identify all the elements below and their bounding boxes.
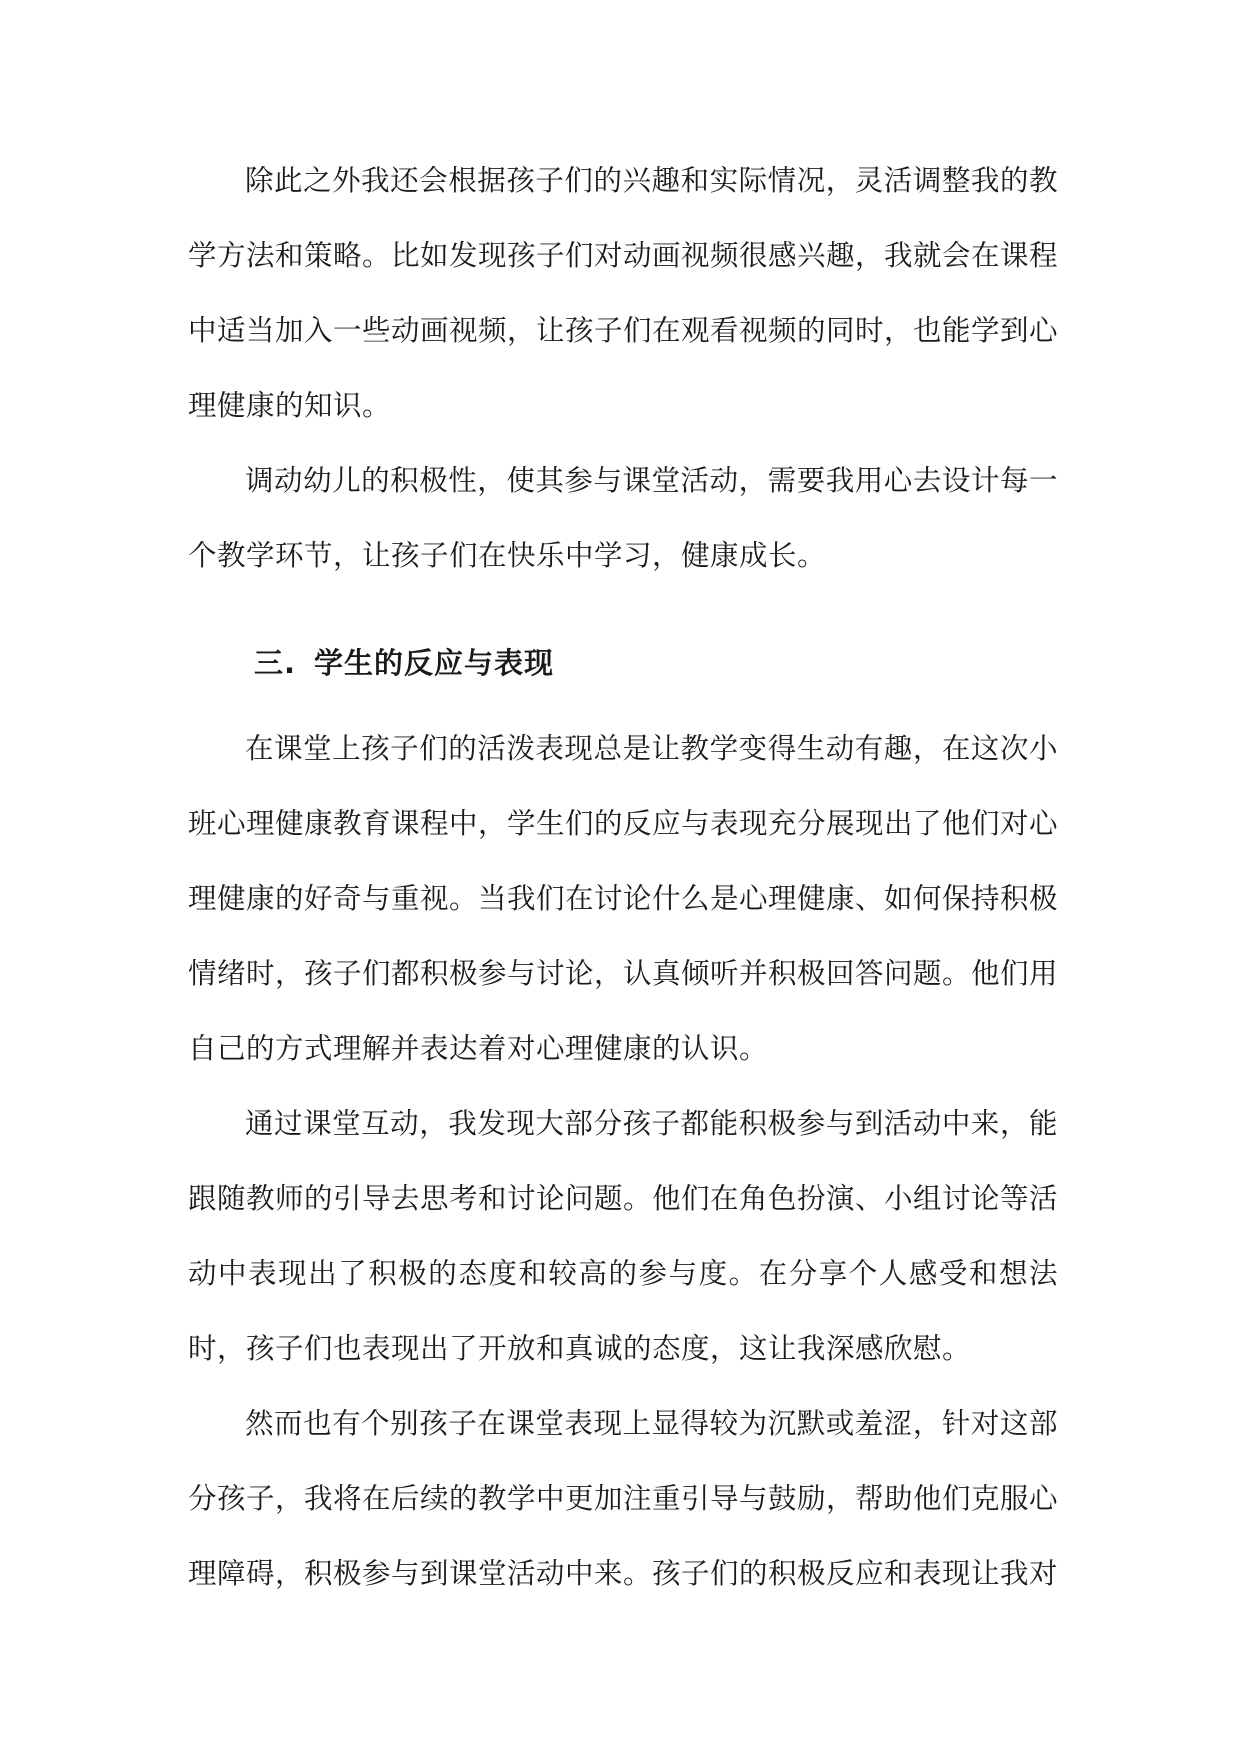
section-number: 三. [254, 646, 297, 680]
paragraph-student-reactions: 在课堂上孩子们的活泼表现总是让教学变得生动有趣，在这次小班心理健康教育课程中，学生们的反应与表现充分展现出了他们对心理健康的好奇与重视。当我们在讨论什么是心理健康、如何保持积极情绪时，孩子们都积极参与讨论，认真倾听并积极回答问题。他们用自己的方式理解并表达着对心理健康的认识。 [188, 732, 1059, 1065]
section-heading [188, 615, 1058, 711]
paragraph-classroom-interaction: 通过课堂互动，我发现大部分孩子都能积极参与到活动中来，能跟随教师的引导去思考和讨论问题。他们在角色扮演、小组讨论等活动中表现出了积极的态度和较高的参与度。在分享个人感受和想法时，孩子们也表现出了开放和真诚的态度，这让我深感欣慰。 [188, 1107, 1059, 1365]
section-title: 学生的反应与表现 [314, 646, 555, 680]
document-body [188, 143, 1058, 1611]
paragraph-motivation: 调动幼儿的积极性，使其参与课堂活动，需要我用心去设计每一个教学环节，让孩子们在快乐中学习，健康成长。 [188, 464, 1058, 572]
paragraph-quiet-children: 然而也有个别孩子在课堂表现上显得较为沉默或羞涩，针对这部分孩子，我将在后续的教学中更加注重引导与鼓励，帮助他们克服心理障碍，积极参与到课堂活动中来。孩子们的积极反应和表现让我对 [188, 1407, 1059, 1590]
paragraph-adjust-methods: 除此之外我还会根据孩子们的兴趣和实际情况，灵活调整我的教学方法和策略。比如发现孩子们对动画视频很感兴趣，我就会在课程中适当加入一些动画视频，让孩子们在观看视频的同时，也能学到心理健康的知识。 [188, 164, 1059, 422]
